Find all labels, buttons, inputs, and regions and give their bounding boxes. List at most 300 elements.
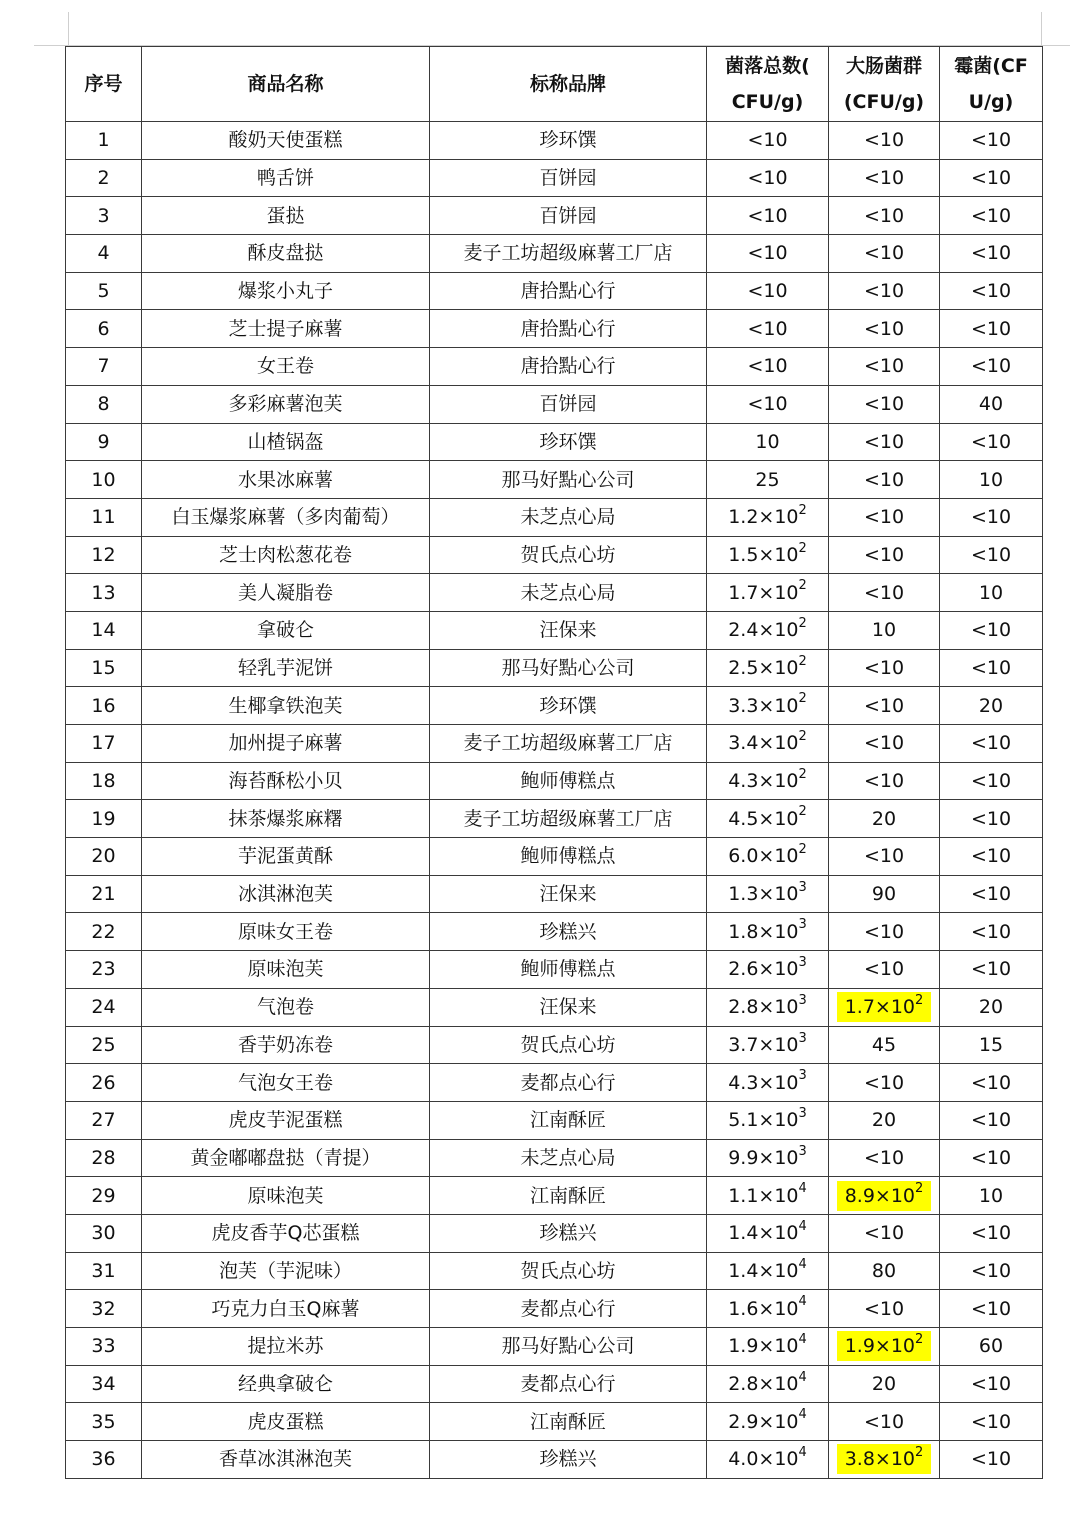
cell-mold <box>940 875 1043 913</box>
cell-coliform <box>829 536 940 574</box>
cell-mold <box>940 159 1043 197</box>
cell-serial-number: 19 <box>66 800 142 838</box>
cell-total-colony-count-base: 3.7×10 <box>728 1033 799 1056</box>
cell-total-colony-count <box>707 1214 829 1252</box>
cell-serial-number: 17 <box>66 725 142 763</box>
cell-coliform-base: 45 <box>871 1033 897 1056</box>
cell-mold-value <box>971 1181 1011 1211</box>
cell-mold <box>940 1177 1043 1215</box>
cell-total-colony-count <box>707 310 829 348</box>
cell-total-colony-count-base: 3.3×10 <box>728 694 799 717</box>
cell-coliform-value <box>864 615 904 645</box>
cell-coliform-base: <10 <box>863 393 905 416</box>
cell-coliform-value <box>856 351 912 381</box>
cell-serial-number: 3 <box>66 197 142 235</box>
cell-mold-base: <10 <box>970 732 1012 755</box>
cell-total-colony-count-exponent: 2 <box>798 540 807 556</box>
cell-coliform <box>829 875 940 913</box>
cell-total-colony-count-exponent: 2 <box>798 653 807 669</box>
table-row <box>66 385 1043 423</box>
cell-coliform-base: <10 <box>863 732 905 755</box>
cell-total-colony-count-value <box>720 1068 815 1098</box>
cell-product-name: 蛋挞 <box>142 197 430 235</box>
cell-total-colony-count-value <box>739 125 795 155</box>
cell-coliform-value <box>864 1105 904 1135</box>
cell-brand: 珍环馔 <box>430 687 707 725</box>
cell-product-name: 生椰拿铁泡芙 <box>142 687 430 725</box>
header-coliform-line1: 大肠菌群 <box>845 55 922 77</box>
cell-product-name: 加州提子麻薯 <box>142 725 430 763</box>
cell-mold-base: <10 <box>970 543 1012 566</box>
cell-coliform <box>829 838 940 876</box>
cell-coliform-base: 20 <box>871 807 897 830</box>
cell-total-colony-count-value <box>739 314 795 344</box>
cell-coliform-value <box>837 1181 932 1211</box>
cell-mold-base: <10 <box>970 1222 1012 1245</box>
cell-coliform <box>829 1214 940 1252</box>
cell-total-colony-count-value <box>720 879 815 909</box>
cell-mold <box>940 1214 1043 1252</box>
cell-total-colony-count-value <box>720 1331 815 1361</box>
cell-mold <box>940 687 1043 725</box>
table-row <box>66 762 1043 800</box>
cell-mold-base: <10 <box>970 1410 1012 1433</box>
cell-total-colony-count-value <box>739 163 795 193</box>
cell-product-name: 轻乳芋泥饼 <box>142 649 430 687</box>
cell-total-colony-count-base: 9.9×10 <box>728 1146 799 1169</box>
cell-product-name: 白玉爆浆麻薯（多肉葡萄） <box>142 498 430 536</box>
cell-product-name: 经典拿破仑 <box>142 1365 430 1403</box>
cell-serial-number: 35 <box>66 1403 142 1441</box>
cell-mold-base: <10 <box>970 1109 1012 1132</box>
cell-brand: 麦都点心行 <box>430 1064 707 1102</box>
cell-total-colony-count-exponent: 3 <box>798 1105 807 1121</box>
cell-brand: 珍环馔 <box>430 423 707 461</box>
cell-total-colony-count <box>707 1328 829 1366</box>
cell-coliform-value <box>864 1030 904 1060</box>
cell-coliform-base: 10 <box>871 619 897 642</box>
cell-mold-value <box>963 1294 1019 1324</box>
cell-total-colony-count-value <box>747 427 787 457</box>
cell-product-name: 巧克力白玉Q麻薯 <box>142 1290 430 1328</box>
cell-product-name: 多彩麻薯泡芙 <box>142 385 430 423</box>
cell-total-colony-count-exponent: 3 <box>798 1143 807 1159</box>
cell-total-colony-count <box>707 423 829 461</box>
cell-brand: 麦都点心行 <box>430 1365 707 1403</box>
cell-product-name: 原味泡芙 <box>142 1177 430 1215</box>
cell-product-name: 山楂锅盔 <box>142 423 430 461</box>
cell-mold-value <box>963 427 1019 457</box>
cell-product-name: 爆浆小丸子 <box>142 272 430 310</box>
cell-total-colony-count-base: 2.9×10 <box>728 1410 799 1433</box>
cell-mold <box>940 725 1043 763</box>
cell-total-colony-count-value <box>747 465 787 495</box>
cell-mold-base: 15 <box>978 1033 1004 1056</box>
cell-total-colony-count-value <box>720 691 815 721</box>
cell-serial-number: 34 <box>66 1365 142 1403</box>
cell-coliform-base: <10 <box>863 958 905 981</box>
cell-mold-base: <10 <box>970 883 1012 906</box>
cell-coliform-base: 80 <box>871 1259 897 1282</box>
cell-total-colony-count-value <box>739 351 795 381</box>
table-row <box>66 1328 1043 1366</box>
cell-coliform-value <box>856 314 912 344</box>
cell-product-name: 香芋奶冻卷 <box>142 1026 430 1064</box>
cell-total-colony-count-base: 4.3×10 <box>728 1071 799 1094</box>
cell-mold-value <box>963 841 1019 871</box>
cell-coliform-exponent: 2 <box>915 1445 924 1461</box>
cell-serial-number: 33 <box>66 1328 142 1366</box>
cell-total-colony-count <box>707 687 829 725</box>
cell-brand: 麦子工坊超级麻薯工厂店 <box>430 235 707 273</box>
cell-mold <box>940 348 1043 386</box>
cell-mold <box>940 1101 1043 1139</box>
table-row <box>66 159 1043 197</box>
cell-product-name: 美人凝脂卷 <box>142 574 430 612</box>
cell-total-colony-count <box>707 272 829 310</box>
cell-mold-base: <10 <box>970 1297 1012 1320</box>
cell-brand: 麦子工坊超级麻薯工厂店 <box>430 725 707 763</box>
cell-total-colony-count <box>707 574 829 612</box>
cell-coliform-value <box>856 163 912 193</box>
cell-product-name: 芝士肉松葱花卷 <box>142 536 430 574</box>
cell-total-colony-count-base: 2.6×10 <box>728 958 799 981</box>
cell-total-colony-count-base: 1.2×10 <box>728 506 799 529</box>
cell-mold-base: <10 <box>970 129 1012 152</box>
cell-total-colony-count-exponent: 4 <box>798 1218 807 1234</box>
cell-total-colony-count-value <box>720 992 815 1022</box>
cell-total-colony-count-value <box>720 1218 815 1248</box>
cell-mold <box>940 385 1043 423</box>
header-total-colony-count-line2: CFU/g) <box>731 91 804 113</box>
cell-mold-value <box>963 1407 1019 1437</box>
cell-brand: 贺氏点心坊 <box>430 1026 707 1064</box>
left-margin-mark <box>68 12 69 46</box>
cell-total-colony-count-exponent: 2 <box>798 729 807 745</box>
cell-mold-base: <10 <box>970 619 1012 642</box>
cell-product-name: 原味女王卷 <box>142 913 430 951</box>
cell-total-colony-count-value <box>720 1143 815 1173</box>
cell-mold-value <box>963 1218 1019 1248</box>
cell-coliform <box>829 649 940 687</box>
cell-total-colony-count <box>707 197 829 235</box>
cell-coliform <box>829 800 940 838</box>
cell-product-name: 泡芙（芋泥味） <box>142 1252 430 1290</box>
cell-mold-value <box>963 615 1019 645</box>
cell-mold-value <box>963 163 1019 193</box>
table-row <box>66 574 1043 612</box>
cell-total-colony-count-base: <10 <box>747 280 788 303</box>
cell-total-colony-count-exponent: 2 <box>798 502 807 518</box>
cell-total-colony-count-value <box>720 954 815 984</box>
cell-coliform <box>829 1328 940 1366</box>
cell-mold-value <box>963 1105 1019 1135</box>
cell-serial-number: 2 <box>66 159 142 197</box>
cell-total-colony-count-value <box>720 578 815 608</box>
header-serial-number: 序号 <box>66 47 142 122</box>
cell-total-colony-count-exponent: 2 <box>798 615 807 631</box>
cell-total-colony-count <box>707 385 829 423</box>
cell-coliform-value <box>864 1369 904 1399</box>
cell-coliform-base: <10 <box>863 204 905 227</box>
cell-total-colony-count-base: 2.5×10 <box>728 656 799 679</box>
cell-total-colony-count-exponent: 4 <box>798 1407 807 1423</box>
cell-serial-number: 29 <box>66 1177 142 1215</box>
cell-brand: 汪保来 <box>430 875 707 913</box>
cell-total-colony-count <box>707 649 829 687</box>
table-row <box>66 988 1043 1026</box>
cell-total-colony-count-exponent: 3 <box>798 879 807 895</box>
cell-total-colony-count <box>707 838 829 876</box>
cell-product-name: 酥皮盘挞 <box>142 235 430 273</box>
cell-mold-base: <10 <box>970 807 1012 830</box>
cell-total-colony-count <box>707 159 829 197</box>
table-row <box>66 1403 1043 1441</box>
cell-mold-base: <10 <box>970 1259 1012 1282</box>
table-row <box>66 1026 1043 1064</box>
table-row <box>66 310 1043 348</box>
cell-total-colony-count <box>707 1252 829 1290</box>
cell-total-colony-count-value <box>720 615 815 645</box>
cell-total-colony-count-value <box>720 1407 815 1437</box>
cell-mold-value <box>963 238 1019 268</box>
cell-coliform-value <box>856 125 912 155</box>
cell-product-name: 虎皮香芋Q芯蛋糕 <box>142 1214 430 1252</box>
cell-product-name: 气泡女王卷 <box>142 1064 430 1102</box>
cell-coliform <box>829 1441 940 1479</box>
cell-serial-number: 14 <box>66 611 142 649</box>
cell-brand: 未芝点心局 <box>430 1139 707 1177</box>
cell-total-colony-count-value <box>720 1444 815 1474</box>
cell-coliform <box>829 913 940 951</box>
cell-total-colony-count <box>707 348 829 386</box>
cell-total-colony-count-exponent: 2 <box>798 766 807 782</box>
cell-total-colony-count <box>707 762 829 800</box>
cell-coliform <box>829 159 940 197</box>
cell-total-colony-count-value <box>739 389 795 419</box>
cell-coliform <box>829 687 940 725</box>
cell-coliform-value <box>856 691 912 721</box>
cell-mold-base: <10 <box>970 242 1012 265</box>
cell-total-colony-count-exponent: 4 <box>798 1256 807 1272</box>
cell-total-colony-count-value <box>720 653 815 683</box>
cell-serial-number: 24 <box>66 988 142 1026</box>
cell-product-name: 黄金嘟嘟盘挞（青提） <box>142 1139 430 1177</box>
table-row <box>66 272 1043 310</box>
cell-coliform-value <box>856 427 912 457</box>
cell-serial-number: 4 <box>66 235 142 273</box>
cell-coliform-value <box>856 841 912 871</box>
cell-coliform-value <box>864 1256 904 1286</box>
cell-total-colony-count-exponent: 2 <box>798 842 807 858</box>
cell-serial-number: 31 <box>66 1252 142 1290</box>
cell-product-name: 原味泡芙 <box>142 951 430 989</box>
cell-mold-base: 10 <box>978 581 1004 604</box>
cell-total-colony-count-exponent: 3 <box>798 992 807 1008</box>
cell-coliform <box>829 122 940 160</box>
cell-product-name: 女王卷 <box>142 348 430 386</box>
cell-coliform <box>829 1290 940 1328</box>
cell-mold <box>940 574 1043 612</box>
cell-product-name: 酸奶天使蛋糕 <box>142 122 430 160</box>
cell-coliform <box>829 385 940 423</box>
cell-brand: 珍糕兴 <box>430 1214 707 1252</box>
cell-mold-base: <10 <box>970 204 1012 227</box>
cell-mold <box>940 536 1043 574</box>
cell-total-colony-count-value <box>720 728 815 758</box>
cell-total-colony-count-base: 2.8×10 <box>728 1373 799 1396</box>
cell-serial-number: 16 <box>66 687 142 725</box>
cell-mold-base: 40 <box>978 393 1004 416</box>
cell-mold-value <box>963 540 1019 570</box>
cell-mold-base: <10 <box>970 355 1012 378</box>
cell-coliform <box>829 762 940 800</box>
cell-coliform-value <box>856 653 912 683</box>
table-row <box>66 1101 1043 1139</box>
table-row <box>66 687 1043 725</box>
cell-serial-number: 1 <box>66 122 142 160</box>
cell-brand: 江南酥匠 <box>430 1403 707 1441</box>
cell-coliform-base: <10 <box>863 1222 905 1245</box>
cell-mold-base: <10 <box>970 770 1012 793</box>
cell-total-colony-count-base: 3.4×10 <box>728 732 799 755</box>
cell-brand: 那马好點心公司 <box>430 649 707 687</box>
cell-serial-number: 7 <box>66 348 142 386</box>
cell-mold-base: <10 <box>970 1448 1012 1471</box>
cell-coliform-value <box>856 917 912 947</box>
cell-total-colony-count-value <box>739 276 795 306</box>
cell-mold-value <box>963 1256 1019 1286</box>
cell-total-colony-count-value <box>720 917 815 947</box>
cell-total-colony-count-value <box>720 804 815 834</box>
cell-coliform <box>829 988 940 1026</box>
cell-coliform <box>829 1252 940 1290</box>
cell-serial-number: 13 <box>66 574 142 612</box>
cell-coliform-value <box>864 879 904 909</box>
table-row <box>66 235 1043 273</box>
cell-mold <box>940 235 1043 273</box>
cell-brand: 鲍师傅糕点 <box>430 951 707 989</box>
cell-mold-base: <10 <box>970 845 1012 868</box>
cell-serial-number: 18 <box>66 762 142 800</box>
cell-mold-base: <10 <box>970 1373 1012 1396</box>
cell-total-colony-count-base: <10 <box>747 129 788 152</box>
cell-serial-number: 27 <box>66 1101 142 1139</box>
cell-brand: 珍糕兴 <box>430 1441 707 1479</box>
cell-mold-base: <10 <box>970 280 1012 303</box>
cell-mold <box>940 649 1043 687</box>
cell-mold-base: 60 <box>978 1335 1004 1358</box>
cell-brand: 麦都点心行 <box>430 1290 707 1328</box>
cell-total-colony-count-exponent: 4 <box>798 1369 807 1385</box>
cell-mold-base: 20 <box>978 996 1004 1019</box>
cell-mold <box>940 1328 1043 1366</box>
cell-coliform-base: <10 <box>863 920 905 943</box>
table-row <box>66 122 1043 160</box>
cell-mold-value <box>971 1331 1011 1361</box>
cell-brand: 唐拾點心行 <box>430 348 707 386</box>
cell-mold-value <box>963 1369 1019 1399</box>
cell-coliform-base: <10 <box>863 430 905 453</box>
cell-serial-number: 20 <box>66 838 142 876</box>
cell-coliform-base: 1.9×10 <box>844 1335 916 1358</box>
cell-mold <box>940 611 1043 649</box>
cell-coliform <box>829 725 940 763</box>
cell-serial-number: 36 <box>66 1441 142 1479</box>
cell-mold <box>940 838 1043 876</box>
cell-coliform-base: <10 <box>863 543 905 566</box>
cell-total-colony-count-base: 2.4×10 <box>728 619 799 642</box>
cell-total-colony-count-exponent: 2 <box>798 691 807 707</box>
cell-coliform-base: <10 <box>863 506 905 529</box>
cell-mold <box>940 272 1043 310</box>
cell-serial-number: 12 <box>66 536 142 574</box>
cell-coliform <box>829 951 940 989</box>
cell-product-name: 香草冰淇淋泡芙 <box>142 1441 430 1479</box>
cell-coliform <box>829 1365 940 1403</box>
cell-brand: 未芝点心局 <box>430 498 707 536</box>
cell-total-colony-count-value <box>720 502 815 532</box>
cell-product-name: 水果冰麻薯 <box>142 461 430 499</box>
table-row <box>66 1365 1043 1403</box>
cell-coliform-value <box>837 1444 932 1474</box>
cell-coliform-base: <10 <box>863 129 905 152</box>
cell-total-colony-count <box>707 913 829 951</box>
cell-mold-base: <10 <box>970 1071 1012 1094</box>
cell-total-colony-count-exponent: 3 <box>798 1030 807 1046</box>
cell-mold <box>940 498 1043 536</box>
cell-mold <box>940 762 1043 800</box>
table-row <box>66 725 1043 763</box>
cell-total-colony-count-value <box>720 1256 815 1286</box>
cell-total-colony-count-base: 1.8×10 <box>728 920 799 943</box>
cell-mold <box>940 951 1043 989</box>
cell-coliform-exponent: 2 <box>915 992 924 1008</box>
cell-coliform-base: 20 <box>871 1373 897 1396</box>
cell-coliform-value <box>856 578 912 608</box>
cell-coliform-value <box>864 804 904 834</box>
cell-coliform <box>829 1177 940 1215</box>
table-row <box>66 423 1043 461</box>
cell-coliform-value <box>856 276 912 306</box>
cell-total-colony-count-value <box>739 201 795 231</box>
cell-mold <box>940 197 1043 235</box>
cell-total-colony-count <box>707 1064 829 1102</box>
cell-total-colony-count-value <box>739 238 795 268</box>
cell-total-colony-count <box>707 1026 829 1064</box>
cell-mold-base: 10 <box>978 468 1004 491</box>
cell-coliform-value <box>856 728 912 758</box>
cell-serial-number: 23 <box>66 951 142 989</box>
cell-brand: 贺氏点心坊 <box>430 1252 707 1290</box>
table-row <box>66 875 1043 913</box>
cell-mold-value <box>963 766 1019 796</box>
cell-coliform-base: <10 <box>863 656 905 679</box>
cell-brand: 麦子工坊超级麻薯工厂店 <box>430 800 707 838</box>
cell-coliform-base: <10 <box>863 1297 905 1320</box>
cell-total-colony-count <box>707 611 829 649</box>
header-brand: 标称品牌 <box>430 47 707 122</box>
cell-total-colony-count-exponent: 4 <box>798 1445 807 1461</box>
cell-total-colony-count <box>707 1101 829 1139</box>
cell-brand: 江南酥匠 <box>430 1177 707 1215</box>
cell-coliform-base: 8.9×10 <box>844 1184 916 1207</box>
cell-mold <box>940 1064 1043 1102</box>
cell-brand: 百饼园 <box>430 159 707 197</box>
cell-product-name: 芝士提子麻薯 <box>142 310 430 348</box>
cell-coliform-value <box>856 766 912 796</box>
cell-brand: 江南酥匠 <box>430 1101 707 1139</box>
